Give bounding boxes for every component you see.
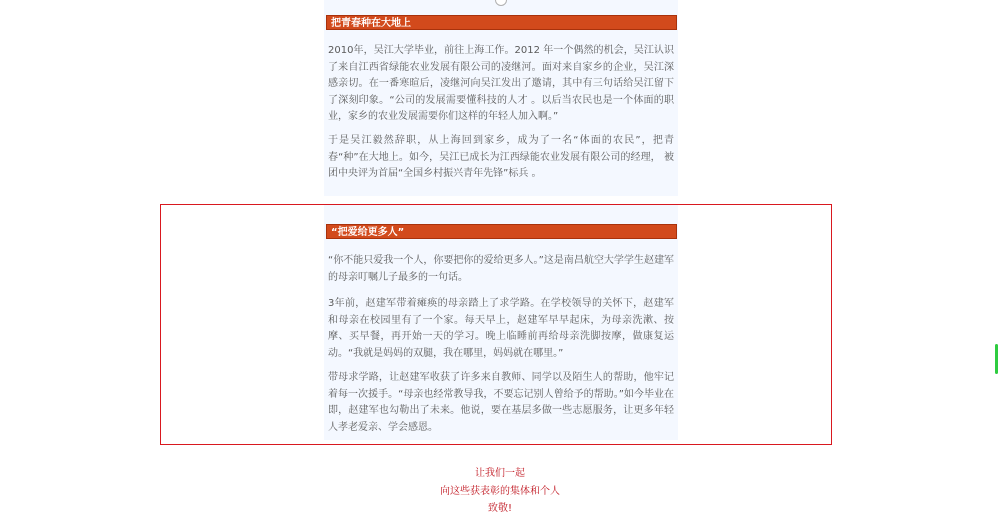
- footer-line: 让我们一起: [475, 468, 525, 479]
- scrollbar-thumb[interactable]: [995, 344, 998, 374]
- paragraph: 2010年，吴江大学毕业，前往上海工作。2012 年一个偶然的机会，吴江认识了来自江西省绿能农业发展有限公司的凌继河。面对来自家乡的企业，吴江深感亲切。在一番寒暄后，凌继河向吴江发出了邀请，其中有三句话给吴江留下了深刻印象。“公司的发展需要懂科技的人才 。以后当农民也是一个体面的职业，家乡的农业发展需要你们这样的年轻人加入啊。”: [328, 45, 674, 122]
- footer-line: 致敬!: [487, 503, 512, 514]
- paragraph: 于是吴江毅然辞职，从上海回到家乡，成为了一名“体面的农民”，把青春“种”在大地上。如今，吴江已成长为江西绿能农业发展有限公司的经理， 被团中央评为首届“全国乡村振兴青年先锋”标兵 。: [328, 135, 674, 179]
- paragraph: 带母求学路，让赵建军收获了许多来自教师、同学以及陌生人的帮助，他牢记着每一次援手。“母亲也经常教导我，不要忘记别人曾给予的帮助。”如今毕业在即，赵建军也勾勒出了未来。他说，要在基层多做一些志愿服务，让更多年轻人孝老爱亲、学会感恩。: [328, 372, 674, 433]
- section-title-youth: 把青春种在大地上: [326, 15, 677, 30]
- paragraph: “你不能只爱我一个人，你要把你的爱给更多人。”这是南昌航空大学学生赵建军的母亲叮嘱儿子最多的一句话。: [328, 255, 674, 283]
- paragraph: 3年前，赵建军带着瘫痪的母亲踏上了求学路。在学校领导的关怀下，赵建军和母亲在校园里有了一个家。每天早上，赵建军早早起床，为母亲洗漱、按摩、买早餐，再开始一天的学习。晚上临睡前再给母亲洗脚按摩，做康复运动。“我就是妈妈的双腿，我在哪里，妈妈就在哪里。”: [328, 298, 674, 359]
- footer-line: 向这些获表彰的集体和个人: [440, 486, 560, 497]
- section-title-love: “把爱给更多人”: [326, 224, 677, 239]
